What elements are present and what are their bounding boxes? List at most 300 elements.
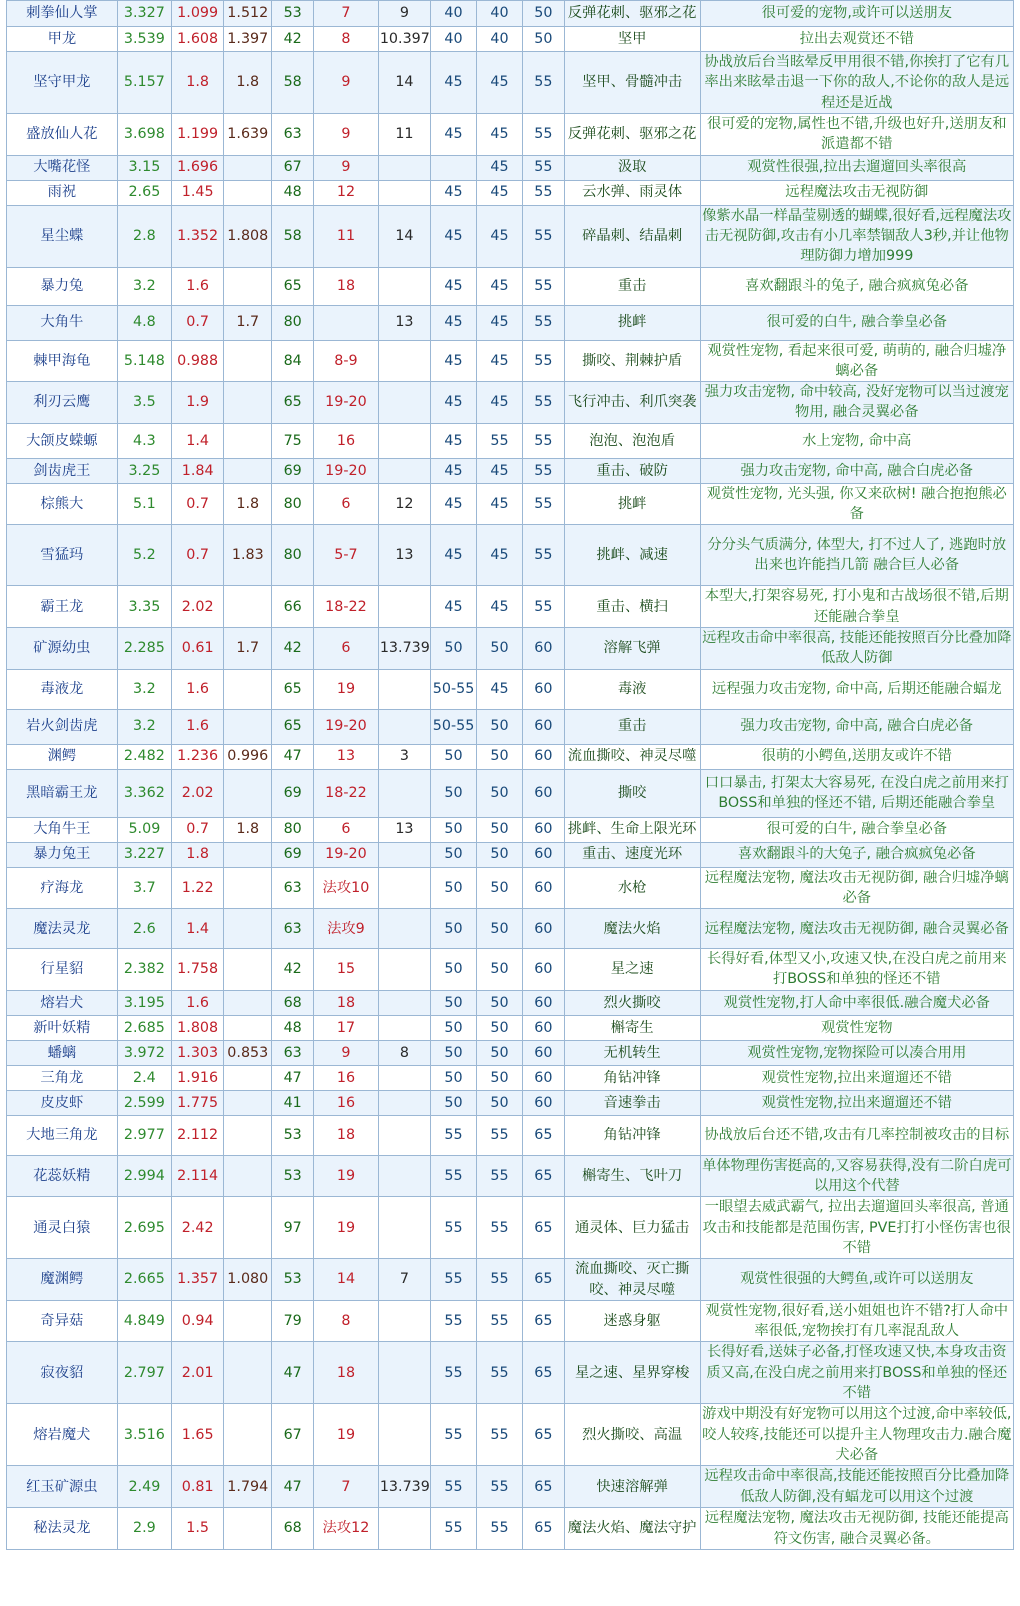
pet-stats-table xyxy=(6,0,1014,1550)
table-row xyxy=(7,990,1014,1015)
hp-cell: 53 xyxy=(272,1115,314,1155)
skill-cell: 挑衅 xyxy=(564,483,700,525)
pet-name-cell: 行星貂 xyxy=(7,949,118,991)
level-2-cell: 50 xyxy=(477,1065,523,1090)
hp-cell: 47 xyxy=(272,1065,314,1090)
level-2-cell: 55 xyxy=(477,423,523,458)
growth-1-cell: 5.148 xyxy=(117,340,171,382)
level-2-cell: 50 xyxy=(477,627,523,669)
hp-cell: 67 xyxy=(272,1404,314,1466)
attack-cell: 18 xyxy=(314,990,379,1015)
level-2-cell: 55 xyxy=(477,1342,523,1404)
growth-1-cell: 2.4 xyxy=(117,1065,171,1090)
growth-1-cell: 2.285 xyxy=(117,627,171,669)
level-1-cell: 40 xyxy=(431,1,477,27)
level-2-cell: 50 xyxy=(477,744,523,769)
growth-2-cell: 1.6 xyxy=(172,267,224,305)
special-value-cell xyxy=(378,423,430,458)
hp-cell: 47 xyxy=(272,1466,314,1508)
hp-cell: 42 xyxy=(272,627,314,669)
growth-3-cell xyxy=(224,1342,272,1404)
growth-1-cell: 3.35 xyxy=(117,586,171,628)
pet-name-cell: 星尘蝶 xyxy=(7,205,118,267)
pet-name-cell: 霸王龙 xyxy=(7,586,118,628)
note-cell: 很可爱的白牛, 融合拳皇必备 xyxy=(700,817,1013,842)
skill-cell: 魔法火焰、魔法守护 xyxy=(564,1508,700,1550)
special-value-cell: 14 xyxy=(378,52,430,114)
skill-cell: 星之速、星界穿梭 xyxy=(564,1342,700,1404)
growth-1-cell: 2.695 xyxy=(117,1197,171,1259)
note-cell: 水上宠物, 命中高 xyxy=(700,423,1013,458)
level-2-cell: 45 xyxy=(477,180,523,205)
special-value-cell xyxy=(378,709,430,744)
growth-2-cell: 1.65 xyxy=(172,1404,224,1466)
special-value-cell: 13.739 xyxy=(378,627,430,669)
attack-cell: 法攻12 xyxy=(314,1508,379,1550)
table-row xyxy=(7,1065,1014,1090)
attack-cell: 7 xyxy=(314,1,379,27)
hp-cell: 84 xyxy=(272,340,314,382)
note-cell: 观赏性很强的大鳄鱼,或许可以送朋友 xyxy=(700,1259,1013,1301)
note-cell: 很可爱的宠物,属性也不错,升级也好升,送朋友和派遣都不错 xyxy=(700,114,1013,156)
level-1-cell: 55 xyxy=(431,1404,477,1466)
attack-cell: 19 xyxy=(314,1155,379,1197)
attack-cell: 11 xyxy=(314,205,379,267)
attack-cell: 19 xyxy=(314,1404,379,1466)
attack-cell: 8 xyxy=(314,27,379,52)
growth-3-cell xyxy=(224,340,272,382)
special-value-cell xyxy=(378,1342,430,1404)
table-row xyxy=(7,27,1014,52)
level-2-cell: 55 xyxy=(477,1197,523,1259)
level-2-cell: 50 xyxy=(477,1015,523,1040)
pet-name-cell: 大颌皮蝾螈 xyxy=(7,423,118,458)
level-1-cell: 45 xyxy=(431,305,477,340)
level-1-cell: 55 xyxy=(431,1300,477,1342)
level-3-cell: 55 xyxy=(522,458,564,483)
growth-2-cell: 1.8 xyxy=(172,842,224,867)
hp-cell: 68 xyxy=(272,990,314,1015)
level-1-cell: 55 xyxy=(431,1197,477,1259)
table-row xyxy=(7,205,1014,267)
growth-3-cell: 1.639 xyxy=(224,114,272,156)
attack-cell: 9 xyxy=(314,52,379,114)
attack-cell xyxy=(314,305,379,340)
table-row xyxy=(7,1015,1014,1040)
special-value-cell: 14 xyxy=(378,205,430,267)
level-1-cell xyxy=(431,155,477,180)
skill-cell: 飞行冲击、利爪突袭 xyxy=(564,382,700,424)
growth-1-cell: 3.7 xyxy=(117,867,171,909)
growth-3-cell xyxy=(224,267,272,305)
level-2-cell: 45 xyxy=(477,525,523,586)
attack-cell: 19 xyxy=(314,669,379,709)
special-value-cell xyxy=(378,458,430,483)
level-3-cell: 55 xyxy=(522,586,564,628)
pet-name-cell: 三角龙 xyxy=(7,1065,118,1090)
special-value-cell xyxy=(378,1065,430,1090)
table-row xyxy=(7,423,1014,458)
level-2-cell: 55 xyxy=(477,1466,523,1508)
special-value-cell xyxy=(378,1404,430,1466)
hp-cell: 63 xyxy=(272,909,314,949)
level-1-cell: 45 xyxy=(431,267,477,305)
attack-cell: 19-20 xyxy=(314,458,379,483)
hp-cell: 53 xyxy=(272,1259,314,1301)
pet-name-cell: 疗海龙 xyxy=(7,867,118,909)
growth-2-cell: 2.114 xyxy=(172,1155,224,1197)
growth-1-cell: 3.2 xyxy=(117,267,171,305)
table-row xyxy=(7,382,1014,424)
growth-3-cell xyxy=(224,1404,272,1466)
level-2-cell: 55 xyxy=(477,1155,523,1197)
note-cell: 本型大,打架容易死, 打小鬼和古战场很不错,后期还能融合拳皇 xyxy=(700,586,1013,628)
level-3-cell: 60 xyxy=(522,817,564,842)
special-value-cell: 13 xyxy=(378,817,430,842)
skill-cell: 烈火撕咬、高温 xyxy=(564,1404,700,1466)
note-cell: 远程强力攻击宠物, 命中高, 后期还能融合蝠龙 xyxy=(700,669,1013,709)
pet-name-cell: 盛放仙人花 xyxy=(7,114,118,156)
growth-2-cell: 2.112 xyxy=(172,1115,224,1155)
growth-3-cell xyxy=(224,669,272,709)
hp-cell: 80 xyxy=(272,817,314,842)
growth-3-cell xyxy=(224,382,272,424)
pet-name-cell: 皮皮虾 xyxy=(7,1090,118,1115)
pet-name-cell: 通灵白猿 xyxy=(7,1197,118,1259)
hp-cell: 63 xyxy=(272,114,314,156)
attack-cell: 6 xyxy=(314,483,379,525)
special-value-cell xyxy=(378,382,430,424)
growth-2-cell: 1.4 xyxy=(172,423,224,458)
level-1-cell: 55 xyxy=(431,1466,477,1508)
note-cell: 长得好看,体型又小,攻速又快,在没白虎之前用来打BOSS和单独的怪还不错 xyxy=(700,949,1013,991)
note-cell: 远程魔法宠物, 魔法攻击无视防御, 融合灵翼必备 xyxy=(700,909,1013,949)
skill-cell: 槲寄生 xyxy=(564,1015,700,1040)
growth-1-cell: 3.972 xyxy=(117,1040,171,1065)
skill-cell: 魔法火焰 xyxy=(564,909,700,949)
pet-name-cell: 暴力兔 xyxy=(7,267,118,305)
skill-cell: 挑衅 xyxy=(564,305,700,340)
growth-2-cell: 0.7 xyxy=(172,525,224,586)
note-cell: 观赏性宠物, 看起来很可爱, 萌萌的, 融合归墟净螭必备 xyxy=(700,340,1013,382)
level-3-cell: 60 xyxy=(522,709,564,744)
level-3-cell: 50 xyxy=(522,1,564,27)
level-3-cell: 60 xyxy=(522,1065,564,1090)
growth-1-cell: 2.9 xyxy=(117,1508,171,1550)
special-value-cell xyxy=(378,267,430,305)
table-row xyxy=(7,155,1014,180)
hp-cell: 97 xyxy=(272,1197,314,1259)
note-cell: 远程魔法攻击无视防御 xyxy=(700,180,1013,205)
pet-name-cell: 岩火剑齿虎 xyxy=(7,709,118,744)
level-3-cell: 65 xyxy=(522,1342,564,1404)
level-3-cell: 60 xyxy=(522,867,564,909)
level-3-cell: 55 xyxy=(522,267,564,305)
level-3-cell: 55 xyxy=(522,205,564,267)
pet-name-cell: 大地三角龙 xyxy=(7,1115,118,1155)
growth-3-cell: 1.080 xyxy=(224,1259,272,1301)
level-2-cell: 50 xyxy=(477,949,523,991)
pet-name-cell: 矿源幼虫 xyxy=(7,627,118,669)
growth-3-cell xyxy=(224,423,272,458)
growth-3-cell: 1.7 xyxy=(224,627,272,669)
growth-2-cell: 1.6 xyxy=(172,669,224,709)
hp-cell: 80 xyxy=(272,305,314,340)
growth-3-cell: 1.808 xyxy=(224,205,272,267)
growth-2-cell: 0.988 xyxy=(172,340,224,382)
growth-2-cell: 1.5 xyxy=(172,1508,224,1550)
level-3-cell: 55 xyxy=(522,340,564,382)
table-row xyxy=(7,867,1014,909)
growth-1-cell: 5.157 xyxy=(117,52,171,114)
special-value-cell xyxy=(378,1015,430,1040)
skill-cell: 云水弹、雨灵体 xyxy=(564,180,700,205)
growth-1-cell: 3.516 xyxy=(117,1404,171,1466)
growth-2-cell: 1.352 xyxy=(172,205,224,267)
level-1-cell: 45 xyxy=(431,423,477,458)
growth-1-cell: 3.25 xyxy=(117,458,171,483)
level-1-cell: 50 xyxy=(431,817,477,842)
growth-3-cell xyxy=(224,1155,272,1197)
growth-2-cell: 0.94 xyxy=(172,1300,224,1342)
growth-1-cell: 2.977 xyxy=(117,1115,171,1155)
hp-cell: 47 xyxy=(272,744,314,769)
skill-cell: 挑衅、减速 xyxy=(564,525,700,586)
attack-cell: 9 xyxy=(314,114,379,156)
growth-1-cell: 2.8 xyxy=(117,205,171,267)
skill-cell: 快速溶解弹 xyxy=(564,1466,700,1508)
hp-cell: 67 xyxy=(272,155,314,180)
note-cell: 观赏性宠物,拉出来遛遛还不错 xyxy=(700,1065,1013,1090)
pet-name-cell: 大角牛 xyxy=(7,305,118,340)
level-1-cell: 45 xyxy=(431,458,477,483)
attack-cell: 8-9 xyxy=(314,340,379,382)
level-3-cell: 55 xyxy=(522,525,564,586)
pet-name-cell: 雪猛玛 xyxy=(7,525,118,586)
pet-name-cell: 魔渊鳄 xyxy=(7,1259,118,1301)
hp-cell: 80 xyxy=(272,525,314,586)
skill-cell: 撕咬 xyxy=(564,769,700,817)
growth-2-cell: 1.357 xyxy=(172,1259,224,1301)
level-1-cell: 45 xyxy=(431,114,477,156)
pet-name-cell: 熔岩魔犬 xyxy=(7,1404,118,1466)
level-1-cell: 45 xyxy=(431,382,477,424)
level-3-cell: 65 xyxy=(522,1115,564,1155)
growth-3-cell xyxy=(224,769,272,817)
special-value-cell: 13 xyxy=(378,305,430,340)
growth-2-cell: 1.916 xyxy=(172,1065,224,1090)
growth-3-cell: 1.7 xyxy=(224,305,272,340)
level-3-cell: 60 xyxy=(522,842,564,867)
skill-cell: 汲取 xyxy=(564,155,700,180)
special-value-cell xyxy=(378,155,430,180)
table-row xyxy=(7,909,1014,949)
table-row xyxy=(7,1259,1014,1301)
growth-3-cell xyxy=(224,1015,272,1040)
table-row xyxy=(7,1040,1014,1065)
growth-3-cell xyxy=(224,709,272,744)
attack-cell: 17 xyxy=(314,1015,379,1040)
attack-cell: 18-22 xyxy=(314,769,379,817)
growth-2-cell: 1.808 xyxy=(172,1015,224,1040)
level-2-cell: 55 xyxy=(477,1115,523,1155)
attack-cell: 19 xyxy=(314,1197,379,1259)
note-cell: 观赏性宠物,拉出来遛遛还不错 xyxy=(700,1090,1013,1115)
attack-cell: 9 xyxy=(314,155,379,180)
growth-3-cell: 1.512 xyxy=(224,1,272,27)
attack-cell: 7 xyxy=(314,1466,379,1508)
pet-name-cell: 新叶妖精 xyxy=(7,1015,118,1040)
level-3-cell: 60 xyxy=(522,949,564,991)
skill-cell: 碎晶刺、结晶刺 xyxy=(564,205,700,267)
table-row xyxy=(7,525,1014,586)
pet-name-cell: 熔岩犬 xyxy=(7,990,118,1015)
note-cell: 强力攻击宠物, 命中高, 融合白虎必备 xyxy=(700,709,1013,744)
table-row xyxy=(7,305,1014,340)
level-2-cell: 55 xyxy=(477,1259,523,1301)
growth-3-cell xyxy=(224,867,272,909)
hp-cell: 79 xyxy=(272,1300,314,1342)
table-row xyxy=(7,114,1014,156)
skill-cell: 重击、破防 xyxy=(564,458,700,483)
hp-cell: 65 xyxy=(272,709,314,744)
growth-2-cell: 1.608 xyxy=(172,27,224,52)
level-1-cell: 50 xyxy=(431,627,477,669)
growth-2-cell: 0.7 xyxy=(172,483,224,525)
growth-3-cell xyxy=(224,1508,272,1550)
note-cell: 观赏性宠物 xyxy=(700,1015,1013,1040)
growth-2-cell: 1.696 xyxy=(172,155,224,180)
growth-1-cell: 2.6 xyxy=(117,909,171,949)
pet-name-cell: 剑齿虎王 xyxy=(7,458,118,483)
attack-cell: 法攻9 xyxy=(314,909,379,949)
growth-2-cell: 1.22 xyxy=(172,867,224,909)
pet-name-cell: 蟠螭 xyxy=(7,1040,118,1065)
table-row xyxy=(7,1404,1014,1466)
level-1-cell: 50 xyxy=(431,769,477,817)
note-cell: 分分头气质满分, 体型大, 打不过人了, 逃跑时放出来也许能挡几箭 融合巨人必备 xyxy=(700,525,1013,586)
special-value-cell: 12 xyxy=(378,483,430,525)
pet-name-cell: 大嘴花怪 xyxy=(7,155,118,180)
growth-1-cell: 2.65 xyxy=(117,180,171,205)
growth-3-cell xyxy=(224,458,272,483)
special-value-cell xyxy=(378,949,430,991)
skill-cell: 反弹花刺、驱邪之花 xyxy=(564,1,700,27)
level-3-cell: 55 xyxy=(522,180,564,205)
skill-cell: 流血撕咬、神灵尽噬 xyxy=(564,744,700,769)
note-cell: 观赏性宠物,很好看,送小姐姐也许不错?打人命中率很低,宠物挨打有几率混乱敌人 xyxy=(700,1300,1013,1342)
note-cell: 强力攻击宠物, 命中高, 融合白虎必备 xyxy=(700,458,1013,483)
skill-cell: 重击、横扫 xyxy=(564,586,700,628)
level-3-cell: 55 xyxy=(522,305,564,340)
growth-3-cell xyxy=(224,1090,272,1115)
special-value-cell: 3 xyxy=(378,744,430,769)
note-cell: 像紫水晶一样晶莹剔透的蝴蝶,很好看,远程魔法攻击无视防御,攻击有小几率禁锢敌人3秒,并让他物理防御力增加999 xyxy=(700,205,1013,267)
hp-cell: 66 xyxy=(272,586,314,628)
skill-cell: 星之速 xyxy=(564,949,700,991)
growth-1-cell: 3.2 xyxy=(117,669,171,709)
special-value-cell: 8 xyxy=(378,1040,430,1065)
note-cell: 很可爱的宠物,或许可以送朋友 xyxy=(700,1,1013,27)
level-2-cell: 40 xyxy=(477,1,523,27)
hp-cell: 69 xyxy=(272,769,314,817)
level-1-cell: 50 xyxy=(431,1090,477,1115)
hp-cell: 58 xyxy=(272,52,314,114)
level-1-cell: 45 xyxy=(431,180,477,205)
growth-1-cell: 2.685 xyxy=(117,1015,171,1040)
growth-1-cell: 3.327 xyxy=(117,1,171,27)
level-1-cell: 50 xyxy=(431,744,477,769)
note-cell: 观赏性宠物,宠物探险可以凑合用用 xyxy=(700,1040,1013,1065)
note-cell: 单体物理伤害挺高的,又容易获得,没有二阶白虎可以用这个代替 xyxy=(700,1155,1013,1197)
level-2-cell: 50 xyxy=(477,709,523,744)
level-2-cell: 50 xyxy=(477,909,523,949)
hp-cell: 42 xyxy=(272,27,314,52)
note-cell: 很可爱的白牛, 融合拳皇必备 xyxy=(700,305,1013,340)
level-2-cell: 50 xyxy=(477,867,523,909)
level-1-cell: 45 xyxy=(431,586,477,628)
hp-cell: 48 xyxy=(272,1015,314,1040)
level-1-cell: 55 xyxy=(431,1115,477,1155)
pet-name-cell: 黑暗霸王龙 xyxy=(7,769,118,817)
table-row xyxy=(7,842,1014,867)
skill-cell: 坚甲 xyxy=(564,27,700,52)
special-value-cell xyxy=(378,1197,430,1259)
pet-name-cell: 甲龙 xyxy=(7,27,118,52)
level-1-cell: 50-55 xyxy=(431,669,477,709)
growth-1-cell: 3.15 xyxy=(117,155,171,180)
attack-cell: 8 xyxy=(314,1300,379,1342)
growth-3-cell xyxy=(224,1065,272,1090)
note-cell: 长得好看,送妹子必备,打怪攻速又快,本身攻击资质又高,在没白虎之前用来打BOSS和单独的怪还不错 xyxy=(700,1342,1013,1404)
hp-cell: 80 xyxy=(272,483,314,525)
growth-2-cell: 1.6 xyxy=(172,709,224,744)
level-3-cell: 55 xyxy=(522,155,564,180)
skill-cell: 泡泡、泡泡盾 xyxy=(564,423,700,458)
special-value-cell xyxy=(378,180,430,205)
table-row xyxy=(7,458,1014,483)
level-2-cell: 45 xyxy=(477,155,523,180)
level-3-cell: 65 xyxy=(522,1508,564,1550)
level-2-cell: 45 xyxy=(477,458,523,483)
note-cell: 喜欢翻跟斗的兔子, 融合疯疯兔必备 xyxy=(700,267,1013,305)
growth-2-cell: 1.303 xyxy=(172,1040,224,1065)
special-value-cell xyxy=(378,909,430,949)
special-value-cell xyxy=(378,990,430,1015)
skill-cell: 烈火撕咬 xyxy=(564,990,700,1015)
growth-2-cell: 1.84 xyxy=(172,458,224,483)
table-row xyxy=(7,1155,1014,1197)
table-row xyxy=(7,1115,1014,1155)
growth-3-cell: 0.996 xyxy=(224,744,272,769)
hp-cell: 65 xyxy=(272,669,314,709)
skill-cell: 迷惑身躯 xyxy=(564,1300,700,1342)
table-row xyxy=(7,1090,1014,1115)
attack-cell: 18 xyxy=(314,1115,379,1155)
skill-cell: 毒液 xyxy=(564,669,700,709)
growth-2-cell: 1.099 xyxy=(172,1,224,27)
pet-name-cell: 花蕊妖精 xyxy=(7,1155,118,1197)
growth-2-cell: 0.61 xyxy=(172,627,224,669)
level-3-cell: 65 xyxy=(522,1259,564,1301)
skill-cell: 槲寄生、飞叶刀 xyxy=(564,1155,700,1197)
special-value-cell xyxy=(378,1090,430,1115)
level-1-cell: 50 xyxy=(431,867,477,909)
special-value-cell xyxy=(378,669,430,709)
special-value-cell: 13.739 xyxy=(378,1466,430,1508)
growth-1-cell: 2.482 xyxy=(117,744,171,769)
pet-name-cell: 寂夜貂 xyxy=(7,1342,118,1404)
